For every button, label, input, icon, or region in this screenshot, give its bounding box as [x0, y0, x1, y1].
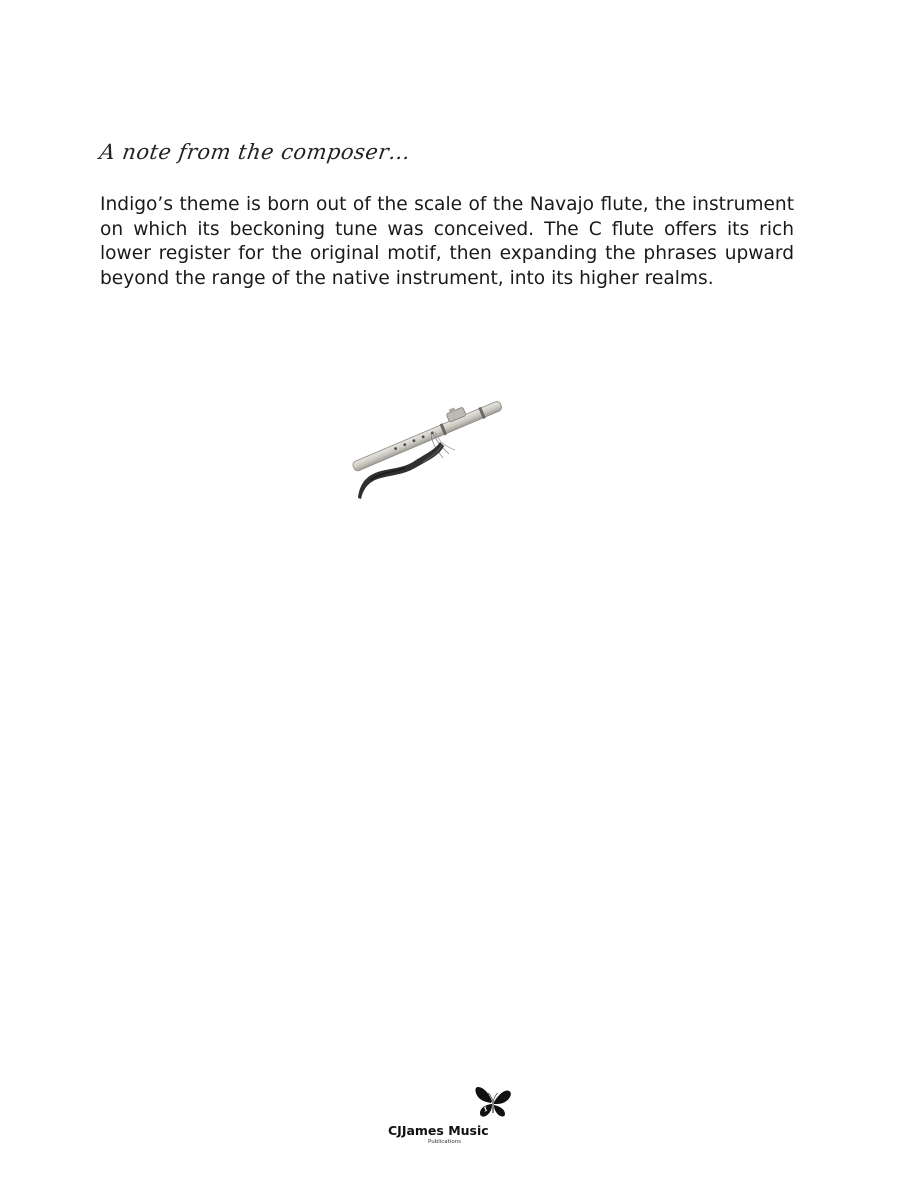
page-heading: A note from the composer…: [98, 140, 413, 164]
composer-note-paragraph: Indigo’s theme is born out of the scale of the Navajo flute, the instrument on which its beckoning tune was conceived. The C flute offers its rich lower register for the original motif, then expanding the phrases upward beyond the range of the native instrument, into its higher realms.: [100, 194, 794, 289]
publisher-subtitle: Publications: [428, 1139, 462, 1145]
publisher-logo: [380, 1085, 520, 1155]
butterfly-icon: [472, 1085, 514, 1121]
navajo-flute-icon: [345, 380, 515, 510]
publisher-name: CJJames Music: [388, 1123, 489, 1138]
